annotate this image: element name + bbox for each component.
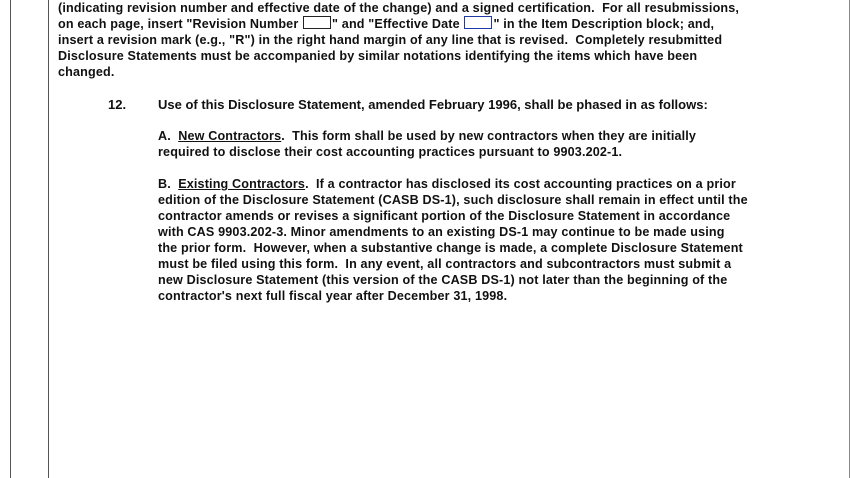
item-12-heading: Use of this Disclosure Statement, amended February 1996, shall be phased in as follows:: [158, 97, 708, 112]
item-12b-line-2: edition of the Disclosure Statement (CASB DS-1), such disclosure shall remain in effect until the: [158, 193, 748, 207]
item-12-number: 12.: [108, 97, 127, 112]
item-11-line-5: changed.: [58, 65, 115, 79]
item-12b-paragraph: [158, 176, 748, 304]
item-11-line-1: (indicating revision number and effective date of the change) and a signed certification. For all resubmissions,: [58, 1, 740, 15]
item-12b-line-3: contractor amends or revises a significant portion of the Disclosure Statement in accordance: [158, 209, 731, 223]
item-12a-paragraph: [158, 128, 696, 160]
item-11-line-2b: " and "Effective Date: [332, 17, 464, 31]
item-12a-line-1: . This form shall be used by new contractors when they are initially: [281, 129, 697, 143]
item-11-paragraph: [58, 0, 739, 80]
item-12b-title: Existing Contractors: [178, 177, 306, 191]
item-12a-prefix: A.: [158, 129, 179, 143]
item-12b-line-4: with CAS 9903.202-3. Minor amendments to an existing DS-1 may continue to be made using: [158, 225, 725, 239]
item-12b-line-5: the prior form. However, when a substantive change is made, a complete Disclosure Statement: [158, 241, 743, 255]
item-11-line-3: insert a revision mark (e.g., "R") in the right hand margin of any line that is revised. Completely resubmitted: [58, 33, 723, 47]
item-12a-line-2: required to disclose their cost accounting practices pursuant to 9903.202-1.: [158, 145, 623, 159]
effective-date-box: [464, 16, 492, 29]
item-12b-line-1: . If a contractor has disclosed its cost accounting practices on a prior: [305, 177, 736, 191]
item-12b-prefix: B.: [158, 177, 179, 191]
revision-number-box: [303, 16, 331, 29]
item-11-line-2a: on each page, insert "Revision Number: [58, 17, 303, 31]
item-11-line-4: Disclosure Statements must be accompanied by similar notations identifying the items which have been: [58, 49, 698, 63]
item-12b-line-7: new Disclosure Statement (this version of the CASB DS-1) not later than the beginning of the: [158, 273, 728, 287]
item-12a-title: New Contractors: [178, 129, 282, 143]
inner-margin-line: [48, 0, 49, 478]
item-11-line-2c: " in the Item Description block; and,: [493, 17, 715, 31]
item-12b-line-6: must be filed using this form. In any event, all contractors and subcontractors must submit a: [158, 257, 732, 271]
left-margin-line: [10, 0, 11, 478]
item-12b-line-8: contractor's next full fiscal year after December 31, 1998.: [158, 289, 508, 303]
